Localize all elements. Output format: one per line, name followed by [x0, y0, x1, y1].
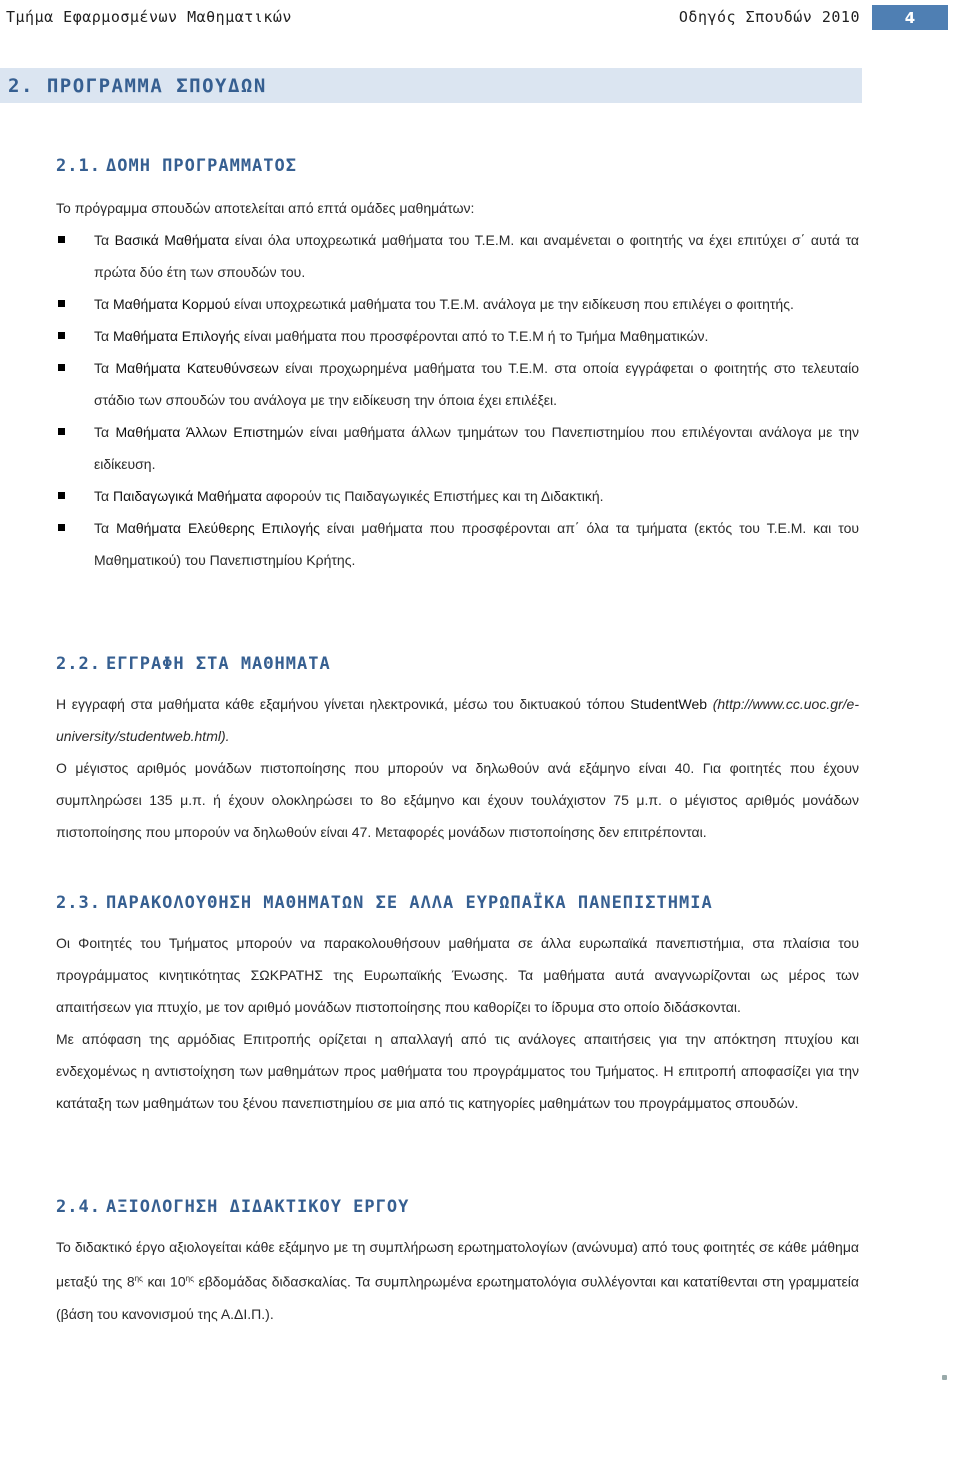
chapter-title: 2. ΠΡΟΓΡΑΜΜΑ ΣΠΟΥΔΩΝ [8, 75, 267, 97]
section-title: ΑΞΙΟΛΟΓΗΣΗ ΔΙΔΑΚΤΙΚΟΥ ΕΡΓΟΥ [106, 1197, 410, 1217]
keyword: Μαθήματα Άλλων Επιστημών [115, 424, 304, 440]
section-heading-2-4 [56, 1197, 409, 1217]
section-2-2-paragraph-1: Η εγγραφή στα μαθήματα κάθε εξαμήνου γίνεται ηλεκτρονικά, μέσω του δικτυακού τόπου StudentWeb (http://www.cc.uoc.gr/e-university/studentweb.html). [56, 696, 860, 744]
section-title: ΠΑΡΑΚΟΛΟΥΘΗΣΗ ΜΑΘΗΜΑΤΩΝ ΣΕ ΑΛΛΑ ΕΥΡΩΠΑΪΚΑ ΠΑΝΕΠΙΣΤΗΜΙΑ [106, 893, 713, 913]
section-heading-2-3 [56, 893, 713, 913]
list-item: Τα Μαθήματα Άλλων Επιστημών είναι μαθήματα άλλων τμημάτων του Πανεπιστημίου που επιλέγονται ανάλογα με την ειδίκευση. [56, 416, 859, 480]
list-item: Τα Μαθήματα Κορμού είναι υποχρεωτικά μαθήματα του Τ.Ε.Μ. ανάλογα με την ειδίκευση που επιλέγει ο φοιτητής. [56, 288, 859, 320]
page-number-badge: 4 [872, 5, 948, 30]
section-title: ΔΟΜΗ ΠΡΟΓΡΑΜΜΑΤΟΣ [106, 156, 297, 176]
studentweb-keyword: StudentWeb [630, 696, 708, 712]
corner-mark [942, 1375, 947, 1380]
section-heading-2-2 [56, 654, 331, 674]
keyword: Μαθήματα Ελεύθερης Επιλογής [116, 520, 320, 536]
list-item: Τα Παιδαγωγικά Μαθήματα αφορούν τις Παιδαγωγικές Επιστήμες και τη Διδακτική. [56, 480, 859, 512]
keyword: Μαθήματα Κατευθύνσεων [115, 360, 279, 376]
chapter-banner [0, 68, 862, 103]
studentweb-link[interactable]: (http://www.cc.uoc.gr/e-university/studentweb.html). [56, 696, 860, 744]
section-2-3-paragraph-1: Οι Φοιτητές του Τμήματος μπορούν να παρακολουθήσουν μαθήματα σε άλλα ευρωπαϊκά πανεπιστήμια, στα πλαίσια του προγράμματος κινητικότητας ΣΩΚΡΑΤΗΣ της Ευρωπαϊκής Ένωσης. Τα μαθήματα αυτά αναγνωρίζονται ως μέρος των απαιτήσεων για πτυχίο, με τον αριθμό μονάδων πιστοποίησης που καθορίζει το ίδρυμα στο οποίο διδάσκονται. [56, 935, 859, 1015]
section-2-4-paragraph: Το διδακτικό έργο αξιολογείται κάθε εξάμηνο με τη συμπλήρωση ερωτηματολογίων (ανώνυμα) από τους φοιτητές σε κάθε μάθημα μεταξύ της $8^{\eta\varsigma}$ και $10^{\eta\varsigma}$ εβδομάδας διδασκαλίας. Τα συμπληρωμένα ερωτηματολόγια συλλέγονται και κατατίθενται στη γραμματεία (βάση του κανονισμού της Α.ΔΙ.Π.). [56, 1239, 859, 1322]
section-number: 2.3. [56, 893, 101, 913]
section-heading-2-1 [56, 156, 297, 176]
keyword: Παιδαγωγικά Μαθήματα [113, 488, 262, 504]
list-item: Τα Βασικά Μαθήματα είναι όλα υποχρεωτικά μαθήματα του Τ.Ε.Μ. και αναμένεται ο φοιτητής να έχει επιτύχει σ΄ αυτά τα πρώτα δύο έτη των σπουδών του. [56, 224, 859, 288]
keyword: Βασικά Μαθήματα [114, 232, 230, 248]
keyword: Μαθήματα Επιλογής [113, 328, 241, 344]
section-title: ΕΓΓΡΑΦΗ ΣΤΑ ΜΑΘΗΜΑΤΑ [106, 654, 331, 674]
list-item: Τα Μαθήματα Επιλογής είναι μαθήματα που προσφέρονται από το Τ.Ε.Μ ή το Τμήμα Μαθηματικών. [56, 320, 859, 352]
course-groups-list [56, 224, 859, 576]
section-2-1-intro: Το πρόγραμμα σπουδών αποτελείται από επτά ομάδες μαθημάτων: [56, 200, 475, 216]
header-department: Τμήμα Εφαρμοσμένων Μαθηματικών [6, 8, 292, 26]
section-number: 2.2. [56, 654, 101, 674]
section-number: 2.4. [56, 1197, 101, 1217]
list-item: Τα Μαθήματα Ελεύθερης Επιλογής είναι μαθήματα που προσφέρονται απ΄ όλα τα τμήματα (εκτός του Τ.Ε.Μ. και του Μαθηματικού) του Πανεπιστημίου Κρήτης. [56, 512, 859, 576]
page-header [0, 0, 960, 36]
header-guide-title: Οδηγός Σπουδών 2010 [678, 8, 860, 26]
section-2-3-paragraph-2: Με απόφαση της αρμόδιας Επιτροπής ορίζεται η απαλλαγή από τις ανάλογες απαιτήσεις για την απόκτηση πτυχίου και ενδεχομένως η αντιστοίχηση των μαθημάτων προς μαθήματα του προγράμματος του Τμήματος. Η επιτροπή αποφασίζει για την κατάταξη των μαθημάτων του ξένου πανεπιστημίου σε μια από τις κατηγορίες μαθημάτων του προγράμματος σπουδών. [56, 1031, 859, 1111]
keyword: Μαθήματα Κορμού [113, 296, 231, 312]
section-2-2-paragraph-2: Ο μέγιστος αριθμός μονάδων πιστοποίησης που μπορούν να δηλωθούν ανά εξάμηνο είναι 40. Για φοιτητές που έχουν συμπληρώσει 135 μ.π. ή έχουν ολοκληρώσει το 8ο εξάμηνο και έχουν τουλάχιστον 75 μ.π. ο μέγιστος αριθμός μονάδων πιστοποίησης που μπορούν να δηλωθούν είναι 47. Μεταφορές μονάδων πιστοποίησης δεν επιτρέπονται. [56, 760, 859, 840]
list-item: Τα Μαθήματα Κατευθύνσεων είναι προχωρημένα μαθήματα του Τ.Ε.Μ. στα οποία εγγράφεται ο φοιτητής στο τελευταίο στάδιο των σπουδών του ανάλογα με την ειδίκευση την όποια έχει επιλέξει. [56, 352, 859, 416]
section-number: 2.1. [56, 156, 101, 176]
